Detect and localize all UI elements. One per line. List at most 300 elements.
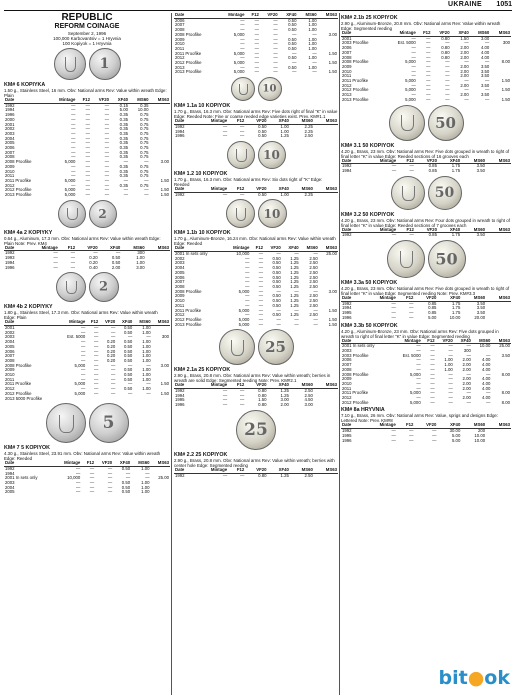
table-cell: 0.85 [428,305,437,311]
table-cell: 2.00 [460,92,469,98]
column-header: MS60 [300,246,319,251]
table-cell [99,397,116,402]
table-cell: 2.25 [304,128,313,134]
table-cell: — [104,177,109,183]
table-cell: 2008 Proofike [5,159,32,165]
table-cell: — [111,390,116,396]
table-cell: 2008 [5,357,15,363]
column-header: XF40 [113,461,131,466]
table-cell: 0.50 [272,302,281,308]
column-header: MS60 [290,383,314,388]
table-cell: 4.00 [482,362,491,368]
table-cell: 2003 [175,260,185,266]
table-cell: — [486,352,491,358]
table-cell: — [239,128,245,134]
table-row [174,134,338,139]
column-header: VF20 [260,13,279,18]
table-cell: 4.50 [304,397,313,403]
table-cell: — [416,385,421,391]
ratio-line: 100 Kopiyok = 1 Hryvnia [62,41,112,46]
coin-entry-description: 1.80 g., Stainless Steel, 17.3 mm. Obv: National arms Rev: Value within wreath Edge: Plain [4,310,158,321]
table-cell: 8.00 [501,399,510,405]
table-cell: — [240,27,245,33]
table-cell: 1.00 [308,22,317,28]
table-cell: 1.25 [290,274,299,280]
table-cell: — [85,182,90,188]
table-cell: — [486,399,491,405]
table-cell: — [485,78,490,84]
column-header: VF20 [245,383,267,388]
column-header: XF40 [116,320,133,325]
table-cell: — [81,386,86,392]
coin-reverse-value [428,176,462,210]
table-cell: — [107,484,113,490]
coin-entry-title: KM# 7 5 KOPIYOK [4,445,50,452]
table-cell: 1995 [342,432,352,438]
table-cell: 0.35 [119,168,128,174]
coin-entry-description: 4.20 g., Aluminum-Bronze, 23 mm. Obv: National arms Rev: Five dots grouped in wreath to right of final letter "K" in value Edge: Segmented reeding [341,328,499,339]
table-cell: 0.50 [121,489,131,495]
table-cell: — [104,107,109,113]
table-cell: — [294,288,299,294]
table-cell: 0.50 [272,293,281,299]
table-cell: 1.00 [142,343,151,349]
column-1 [4,13,170,695]
table-cell: — [254,27,259,33]
column-header: VF20 [245,468,267,473]
table-cell: 0.50 [123,339,133,345]
table-cell: — [276,307,281,313]
table-cell: — [258,298,264,304]
table-cell: — [85,107,90,113]
table-cell: — [445,63,450,69]
table-cell: 2009 [175,293,185,299]
table-cell: — [123,187,128,193]
table-cell: — [258,251,264,257]
table-cell: 1.00 [444,357,453,363]
table-cell: — [71,145,76,151]
mintage-table [341,159,511,174]
table-cell: 0.50 [288,17,297,23]
table-cell: — [128,334,133,340]
table-cell: — [104,168,109,174]
table-cell: — [53,259,58,265]
table-cell: — [85,173,90,179]
table-cell: — [416,357,421,363]
page-number: 1051 [496,1,512,8]
table-cell: 2002 [175,255,185,261]
table-cell: 2007 [5,149,15,155]
table-cell: 2013 Proofike [342,96,369,102]
table-cell: — [85,130,90,136]
column-header: VF20 [264,246,282,251]
table-cell: — [254,17,259,23]
coin-reverse-value [428,240,466,278]
table-cell: 2007 [342,362,352,368]
table-cell [314,134,338,139]
table-cell: — [432,432,437,438]
coin-entry-title: KM# 6 KOPIYKA [4,82,46,88]
coin-value-label: 10 [263,147,280,162]
table-cell: — [276,316,281,322]
table-cell: — [312,69,317,75]
column-header: XF40 [282,246,300,251]
column-header: Date [4,320,58,325]
table-cell: — [258,283,264,289]
table-cell: 2008 Proofike [342,59,369,65]
coin-reverse-value [258,329,294,365]
table-cell: — [81,367,86,373]
table-cell: — [254,60,259,66]
table-cell: 0.50 [123,386,133,392]
table-cell: — [71,102,76,108]
coin-reverse-value [236,410,276,450]
column-header: MS60 [133,320,151,325]
column-header: XF40 [99,246,122,251]
table-cell: — [292,69,297,75]
column-header: MS63 [314,119,338,124]
table-cell: 1.50 [328,50,337,56]
table-cell: — [416,362,421,368]
coin-obverse-trident [219,329,255,365]
table-cell: 0.50 [111,259,121,265]
table-cell: 1.00 [280,128,289,134]
coin-entry-description: 4.20 g., Brass, 23 mm. Obv: National arms Rev: Five dots grouped in wreath to right of final letter "K" in value Edge: Reeded sections of 16 grooves each [341,148,510,159]
table-cell: 5,000 [405,78,416,84]
table-cell: 2007 [175,22,185,28]
table-cell: 0.50 [258,123,267,129]
table-cell: — [391,432,396,438]
table-cell: — [94,329,99,335]
table-cell: — [81,339,86,345]
table-cell: 2.00 [460,49,469,55]
column-header: Date [4,246,25,251]
table-cell: — [71,140,76,146]
column-header: VF20 [95,461,113,466]
table-cell: — [448,399,453,405]
table-cell: 3.00 [328,288,337,294]
table-cell: — [85,192,90,198]
table-cell: 2011 Proofike [342,390,369,396]
column-header: MS60 [297,13,317,18]
table-cell: 2.50 [309,269,318,275]
coin-entry-description: 1.70 g., Brass, 16.3 mm. Obv: National arms Rev: Six dots right of "K" Edge: Reeded [174,176,323,187]
column-header: MS63 [486,228,511,233]
table-cell: 1.00 [142,386,151,392]
coin-value-label: 10 [263,206,281,221]
table-cell: 2011 Proofike [175,50,202,56]
table-cell: 2009 [175,36,185,42]
table-cell: 3.50 [476,310,486,316]
column-header: XF40 [438,228,461,233]
table-cell: 2008 [175,283,185,289]
coin-value-label: 5 [102,413,115,434]
table-cell: 1.50 [160,192,169,198]
coin-value-label: 2 [98,279,109,295]
table-cell: — [123,177,128,183]
table-cell: 30.00 [449,428,461,434]
table-cell: 1994 [342,305,352,311]
table-cell: — [258,316,264,322]
table-row [174,323,338,328]
table-cell: 0.85 [428,310,437,316]
table-cell: 1996 [342,314,352,320]
coin-reverse-value [258,77,282,101]
column-header: Date [174,187,195,192]
table-cell: — [485,59,490,65]
table-cell: 1.00 [136,259,145,265]
table-cell [86,397,99,402]
table-cell: — [94,343,99,349]
trident-icon [402,186,414,201]
table-cell: — [409,310,414,316]
table-cell: 2.00 [111,264,121,270]
table-cell: 1.50 [160,390,169,396]
table-cell: 0.85 [428,163,437,169]
table-cell: — [222,128,228,134]
table-cell: 1.00 [142,339,151,345]
table-cell: 3.50 [476,300,486,306]
table-cell: — [464,40,469,46]
table-cell: — [391,310,396,316]
table-cell: 0.20 [106,339,116,345]
table-cell: 0.50 [123,367,133,373]
table-cell: — [144,177,149,183]
table-cell: 4.00 [482,380,491,386]
table-cell: — [107,480,113,486]
table-cell: — [430,390,435,396]
table-cell: 0.35 [119,182,128,188]
table-cell: 0.50 [272,312,281,318]
table-cell: 2006 [175,274,185,280]
column-header: Mintage [55,461,82,466]
table-cell: — [445,96,450,102]
table-cell: — [85,140,90,146]
column-2 [174,13,338,695]
table-cell: — [445,87,450,93]
table-cell: — [104,112,109,118]
table-cell: 2.00 [280,402,289,408]
table-cell: 1.00 [142,372,151,378]
table-cell: — [448,343,453,349]
coin-value-label: 50 [434,184,455,201]
table-cell: 2.50 [309,302,318,308]
table-cell: — [258,260,264,266]
table-cell: 0.50 [123,324,133,330]
table-cell: 0.50 [288,22,297,28]
table-cell: — [94,324,99,330]
table-cell: — [245,274,250,280]
table-cell: 1.00 [142,357,151,363]
coin-value-label: 1 [99,56,110,72]
table-cell: 0.20 [89,255,98,261]
coin-obverse-trident [46,403,86,443]
table-cell: 2003 Proofike [342,352,369,358]
table-cell: 1992 [175,123,185,129]
table-cell: — [276,251,281,257]
table-cell: — [128,390,133,396]
table-cell: — [258,269,264,275]
table-cell: 20.00 [474,314,486,320]
table-cell: — [85,145,90,151]
table-cell: 2006 [175,17,185,23]
column-header: MS63 [318,13,338,18]
table-cell: 5,000 [238,316,250,322]
table-cell: 0.35 [119,173,128,179]
table-cell: 0.50 [272,279,281,285]
table-cell: — [426,40,431,46]
country-heading: REPUBLIC [61,13,113,23]
table-cell: 2005 [5,489,15,495]
table-cell: 2007 [342,49,352,55]
coin-entry-title: KM# 1.1b 10 KOPIYOK [174,230,231,237]
table-cell: — [85,187,90,193]
date-line: September 2, 1996 [67,31,107,36]
table-cell: — [416,366,421,372]
table-cell: 1.25 [290,255,299,261]
table-cell: — [240,17,245,23]
table-cell: — [391,428,396,434]
table-cell: — [94,372,99,378]
coin-entry-title: KM# 3.3a 50 KOPIYOK [341,280,398,287]
coin-entry-description: 2.90 g., Brass, 20.8 mm. Obv: National arms Rev: Value within wreath; berries with center hole Edge: Segmented reeding [174,457,335,468]
table-cell: 0.75 [140,149,149,155]
table-cell: 5,000 [64,192,76,198]
table-cell: 2008 [342,54,352,60]
table-cell: 2010 [5,372,15,378]
table-cell: 2011 [175,302,185,308]
table-cell: 3.00 [136,264,145,270]
table-cell: 5,000 [74,390,86,396]
coin-photos [174,199,338,228]
table-cell: — [313,321,318,327]
table-cell: 2011 Proofike [342,78,369,84]
table-cell: 2008 Proofike [5,362,32,368]
coin-reverse-value [89,403,129,443]
table-row [341,439,511,444]
table-cell: — [448,347,453,353]
table-cell: 1.00 [141,465,150,471]
coin-value-label: 2 [98,206,107,221]
table-cell: — [254,55,259,61]
table-cell: — [85,102,90,108]
table-cell: — [76,470,81,476]
table-cell: — [71,126,76,132]
table-cell: 0.35 [119,140,128,146]
table-cell: — [448,371,453,377]
table-cell: 1.50 [501,87,510,93]
table-cell [486,316,511,321]
mintage-table [341,31,511,103]
table-cell: 2003 [5,480,15,486]
table-cell: 5,000 [233,69,245,75]
column-header: Mintage [218,13,246,18]
table-cell: — [111,367,116,373]
coin-entry-title: KM# 2.2 25 KOPIYOK [174,451,228,458]
column-header: MS63 [314,468,338,473]
table-cell: — [430,352,435,358]
mintage-table [4,461,170,495]
column-header: MS60 [129,98,149,103]
table-cell: 5.00 [451,437,461,443]
coin-photos [174,410,338,450]
table-cell: 2007 [5,353,15,359]
table-cell: — [240,45,245,51]
table-cell: — [486,371,491,377]
table-cell: — [312,60,317,66]
table-cell: 2012 [342,395,352,401]
table-cell: 2011 Proofike [5,381,32,387]
header-rule [4,10,512,11]
table-cell: 5,000 [238,307,250,313]
column-header: F12 [228,119,245,124]
table-cell: — [239,397,245,403]
table-cell: 5.00 [451,432,461,438]
table-cell: 5,000 [405,87,416,93]
table-cell: — [85,126,90,132]
table-row [4,266,170,271]
column-header: F12 [86,320,99,325]
table-cell: — [245,255,250,261]
table-cell: — [430,347,435,353]
coin-entry-description: 4.20 g., Brass, 23 mm. Obv: National arms Rev: Four dots grouped in wreath to right of final letter "K" in value Edge: Reeded sections of 7 grooves each [341,217,510,228]
table-cell: 0.80 [441,35,450,41]
column-header: VF20 [414,296,437,301]
table-cell: 3.50 [480,68,490,74]
table-cell: — [430,357,435,363]
table-cell: 0.50 [272,269,281,275]
table-cell: 4.00 [480,45,490,51]
table-cell: 2011 Proofike [5,177,32,183]
table-cell: — [409,428,414,434]
table-cell: — [448,395,453,401]
table-cell: — [273,45,278,51]
coin-photos [174,77,338,101]
table-cell: 2005 [5,140,15,146]
table-cell: 1.00 [308,55,317,61]
column-divider [171,13,172,695]
table-cell: — [254,69,259,75]
table-cell: 2003 Proofike [342,40,369,46]
column-header: F12 [397,296,415,301]
table-cell: — [258,307,264,313]
table-cell: — [448,376,453,382]
table-cell: — [430,366,435,372]
column-header: MS60 [461,228,486,233]
table-cell: — [254,50,259,56]
table-cell: — [426,92,431,98]
table-cell: — [273,60,278,66]
table-cell: — [294,321,299,327]
mintage-table [174,246,338,327]
table-cell: — [240,36,245,42]
table-cell: 1992 [5,465,15,471]
table-cell: 2.00 [460,82,469,88]
table-cell: — [81,376,86,382]
table-cell: — [391,305,396,311]
table-row [174,403,338,408]
column-header: Date [4,98,48,103]
column-header: MS60 [461,296,486,301]
table-cell: — [416,343,421,349]
table-cell: — [94,339,99,345]
table-cell: — [273,41,278,47]
column-header: Mintage [195,383,228,388]
column-header: MS63 [151,461,170,466]
coin-entry-description: 4.30 g., Stainless Steel, 23.91 mm. Obv: National arms Rev: Value within wreath Edge: Reeded [4,451,161,462]
mintage-table [4,98,170,198]
table-cell: — [240,55,245,61]
